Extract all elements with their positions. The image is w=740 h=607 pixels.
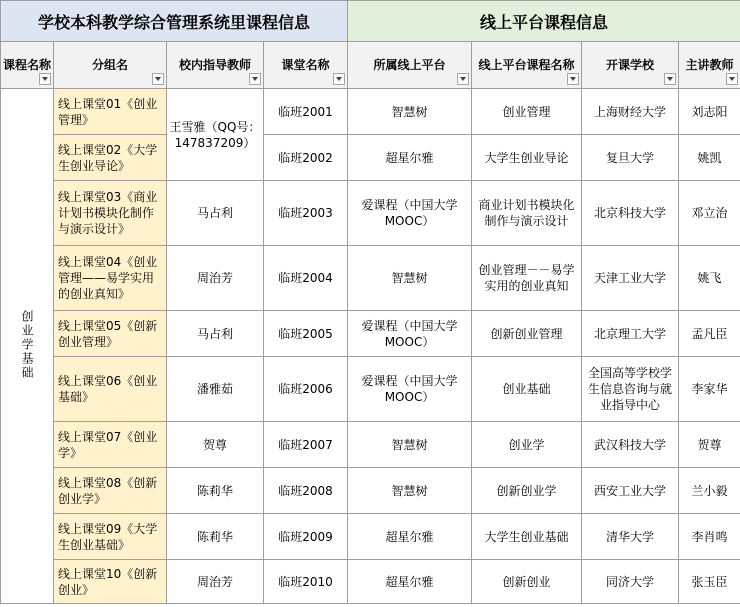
table-row (1, 181, 740, 246)
table-row (1, 422, 740, 468)
platform-cell: 爱课程（中国大学MOOC） (348, 181, 472, 246)
group-cell: 线上课堂05《创新创业管理》 (54, 311, 167, 357)
platform-cell: 超星尔雅 (348, 514, 472, 560)
teacher-cell: 马占利 (167, 181, 264, 246)
header-platform[interactable]: 所属线上平台 (348, 42, 472, 89)
teacher-cell: 王雪雅（QQ号：147837209） (167, 89, 264, 181)
online-course-cell: 商业计划书模块化制作与演示设计 (472, 181, 582, 246)
school-cell: 北京理工大学 (582, 311, 679, 357)
filter-dropdown-icon[interactable] (333, 73, 345, 85)
lecturer-cell: 孟凡臣 (679, 311, 740, 357)
online-course-cell: 大学生创业导论 (472, 135, 582, 181)
online-course-cell: 大学生创业基础 (472, 514, 582, 560)
header-class-name[interactable]: 课堂名称 (264, 42, 348, 89)
lecturer-cell: 兰小毅 (679, 468, 740, 514)
lecturer-cell: 姚飞 (679, 246, 740, 311)
header-online-course[interactable]: 线上平台课程名称 (472, 42, 582, 89)
lecturer-cell: 姚凯 (679, 135, 740, 181)
group-cell: 线上课堂02《大学生创业导论》 (54, 135, 167, 181)
lecturer-cell: 张玉臣 (679, 560, 740, 604)
teacher-cell: 周治芳 (167, 560, 264, 604)
school-cell: 复旦大学 (582, 135, 679, 181)
group-cell: 线上课堂01《创业管理》 (54, 89, 167, 135)
online-course-cell: 创新创业学 (472, 468, 582, 514)
teacher-cell: 潘雅茹 (167, 357, 264, 422)
online-platform-title: 线上平台课程信息 (348, 1, 740, 42)
group-cell: 线上课堂04《创业管理——易学实用的创业真知》 (54, 246, 167, 311)
school-cell: 天津工业大学 (582, 246, 679, 311)
header-teacher[interactable]: 校内指导教师 (167, 42, 264, 89)
teacher-cell: 陈莉华 (167, 514, 264, 560)
online-course-cell: 创新创业管理 (472, 311, 582, 357)
header-lecturer[interactable]: 主讲教师 (679, 42, 740, 89)
platform-cell: 智慧树 (348, 422, 472, 468)
filter-dropdown-icon[interactable] (39, 73, 51, 85)
table-row (1, 560, 740, 604)
category-cell: 创业学基础 (1, 89, 54, 604)
teacher-cell: 陈莉华 (167, 468, 264, 514)
platform-cell: 爱课程（中国大学MOOC） (348, 357, 472, 422)
online-course-cell: 创业管理－－易学实用的创业真知 (472, 246, 582, 311)
table-row (1, 357, 740, 422)
filter-dropdown-icon[interactable] (567, 73, 579, 85)
online-course-cell: 创业学 (472, 422, 582, 468)
class-cell: 临班2008 (264, 468, 348, 514)
group-cell: 线上课堂06《创业基础》 (54, 357, 167, 422)
table-row (1, 135, 740, 181)
class-cell: 临班2004 (264, 246, 348, 311)
filter-dropdown-icon[interactable] (457, 73, 469, 85)
class-cell: 临班2003 (264, 181, 348, 246)
table-row (1, 246, 740, 311)
lecturer-cell: 邓立治 (679, 181, 740, 246)
class-cell: 临班2009 (264, 514, 348, 560)
group-cell: 线上课堂03《商业计划书模块化制作与演示设计》 (54, 181, 167, 246)
filter-dropdown-icon[interactable] (664, 73, 676, 85)
lecturer-cell: 李家华 (679, 357, 740, 422)
class-cell: 临班2010 (264, 560, 348, 604)
school-system-title: 学校本科教学综合管理系统里课程信息 (1, 1, 348, 42)
group-cell: 线上课堂10《创新创业》 (54, 560, 167, 604)
school-cell: 北京科技大学 (582, 181, 679, 246)
school-cell: 西安工业大学 (582, 468, 679, 514)
online-course-cell: 创新创业 (472, 560, 582, 604)
header-course-name[interactable]: 课程名称 (1, 42, 54, 89)
lecturer-cell: 刘志阳 (679, 89, 740, 135)
online-course-cell: 创业基础 (472, 357, 582, 422)
school-cell: 全国高等学校学生信息咨询与就业指导中心 (582, 357, 679, 422)
class-cell: 临班2001 (264, 89, 348, 135)
platform-cell: 超星尔雅 (348, 135, 472, 181)
lecturer-cell: 李肖鸣 (679, 514, 740, 560)
group-cell: 线上课堂09《大学生创业基础》 (54, 514, 167, 560)
class-cell: 临班2006 (264, 357, 348, 422)
platform-cell: 智慧树 (348, 89, 472, 135)
table-row (1, 89, 740, 135)
header-group-name[interactable]: 分组名 (54, 42, 167, 89)
school-cell: 上海财经大学 (582, 89, 679, 135)
school-cell: 清华大学 (582, 514, 679, 560)
lecturer-cell: 贺尊 (679, 422, 740, 468)
filter-dropdown-icon[interactable] (152, 73, 164, 85)
header-school[interactable]: 开课学校 (582, 42, 679, 89)
online-course-cell: 创业管理 (472, 89, 582, 135)
platform-cell: 超星尔雅 (348, 560, 472, 604)
table-row (1, 514, 740, 560)
platform-cell: 智慧树 (348, 468, 472, 514)
table-row (1, 468, 740, 514)
teacher-cell: 周治芳 (167, 246, 264, 311)
class-cell: 临班2007 (264, 422, 348, 468)
teacher-cell: 贺尊 (167, 422, 264, 468)
group-cell: 线上课堂08《创新创业学》 (54, 468, 167, 514)
school-cell: 武汉科技大学 (582, 422, 679, 468)
platform-cell: 智慧树 (348, 246, 472, 311)
class-cell: 临班2002 (264, 135, 348, 181)
group-cell: 线上课堂07《创业学》 (54, 422, 167, 468)
school-cell: 同济大学 (582, 560, 679, 604)
filter-dropdown-icon[interactable] (726, 73, 738, 85)
teacher-cell: 马占利 (167, 311, 264, 357)
class-cell: 临班2005 (264, 311, 348, 357)
filter-dropdown-icon[interactable] (249, 73, 261, 85)
platform-cell: 爱课程（中国大学MOOC） (348, 311, 472, 357)
table-row (1, 311, 740, 357)
